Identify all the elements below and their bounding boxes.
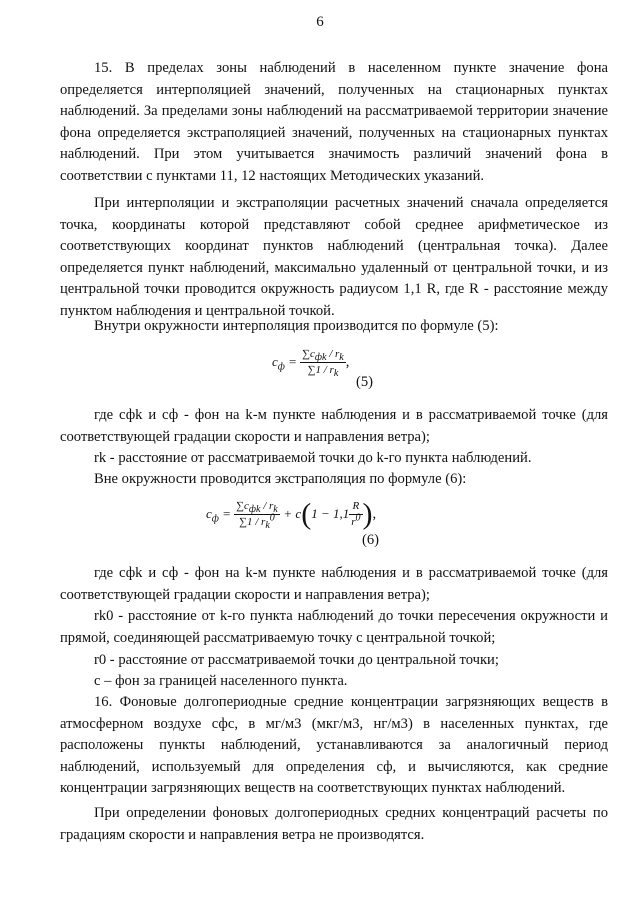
paragraph-central-point: При интерполяции и экстраполяции расчетных значений сначала определяется точка, координаты которой представляют собой среднее арифметическое из соответствующих координат пунктов наблюдений (центральная точка). Далее определяется пункт наблюдений, максимально удаленный от центральной точки, и из центральной точки проводится окружность радиусом 1,1 R, где R - расстояние между пунктом наблюдения и центральной точкой. [60,195,608,319]
paragraph-rk-definition: rk - расстояние от рассматриваемой точки до k-го пункта наблюдений. [94,450,532,466]
formula-5-number: (5) [356,374,374,390]
paragraph-16: 16. Фоновые долгопериодные средние концентрации загрязняющих веществ в атмосферном воздухе сфс, в мг/м3 (мкг/м3, нг/м3) в населенных пунктах, где расположены пункты наблюдений, устанавливаются за аналогичный период наблюдений, используемый для определения сф, и вычисляются, как средние концентрации загрязняющих веществ на соответствующих пунктах наблюдений. [60,694,608,797]
paragraph-interpolation-intro: Внутри окружности интерполяция производится по формуле (5): [94,318,499,334]
paragraph-c-definition: с – фон за границей населенного пункта. [94,673,348,689]
paragraph-extrapolation-intro: Вне окружности проводится экстраполяция по формуле (6): [94,471,467,487]
paragraph-where-c-2: где сфk и сф - фон на k-м пункте наблюдения и в рассматриваемой точке (для соответствующей градации скорости и направления ветра); [60,565,608,603]
paragraph-15-intro: 15. В пределах зоны наблюдений в населенном пункте значение фона определяется интерполяцией значений, полученных на стационарных пунктах наблюдений. За пределами зоны наблюдений на рассматриваемой территории значение фона определяется экстраполяцией значений, полученных на стационарных пунктах наблюдений. При этом учитывается значимость различий значений фона в соответствии с пунктами 11, 12 настоящих Методических указаний. [60,60,608,184]
paragraph-r0-definition: r0 - расстояние от рассматриваемой точки до центральной точки; [94,652,499,668]
paragraph-where-c: где сфk и сф - фон на k-м пункте наблюдения и в рассматриваемой точке (для соответствующей градации скорости и направления ветра); [60,407,608,445]
formula-5: $c_ф$ = $\frac{\sum c_{фk} / r_k}{\sum 1 / r_k}$ , [272,348,350,380]
paragraph-rk0-definition: rk0 - расстояние от k-го пункта наблюдений до точки пересечения окружности и прямой, соединяющей рассматриваемую точку с центральной точкой; [60,608,608,646]
formula-6-number: (6) [362,532,380,548]
paragraph-16-wind: При определении фоновых долгопериодных средних концентраций расчеты по градациям скорости и направления ветра не производятся. [60,805,608,843]
formula-6: $c_ф$ = $\frac{\sum c_{фk} / r_k}{\sum 1 / r_k^0}$ + c(1 − 1,1 $\frac{R}{r^0}$ ), [206,497,377,532]
page-number: 6 [316,14,324,30]
